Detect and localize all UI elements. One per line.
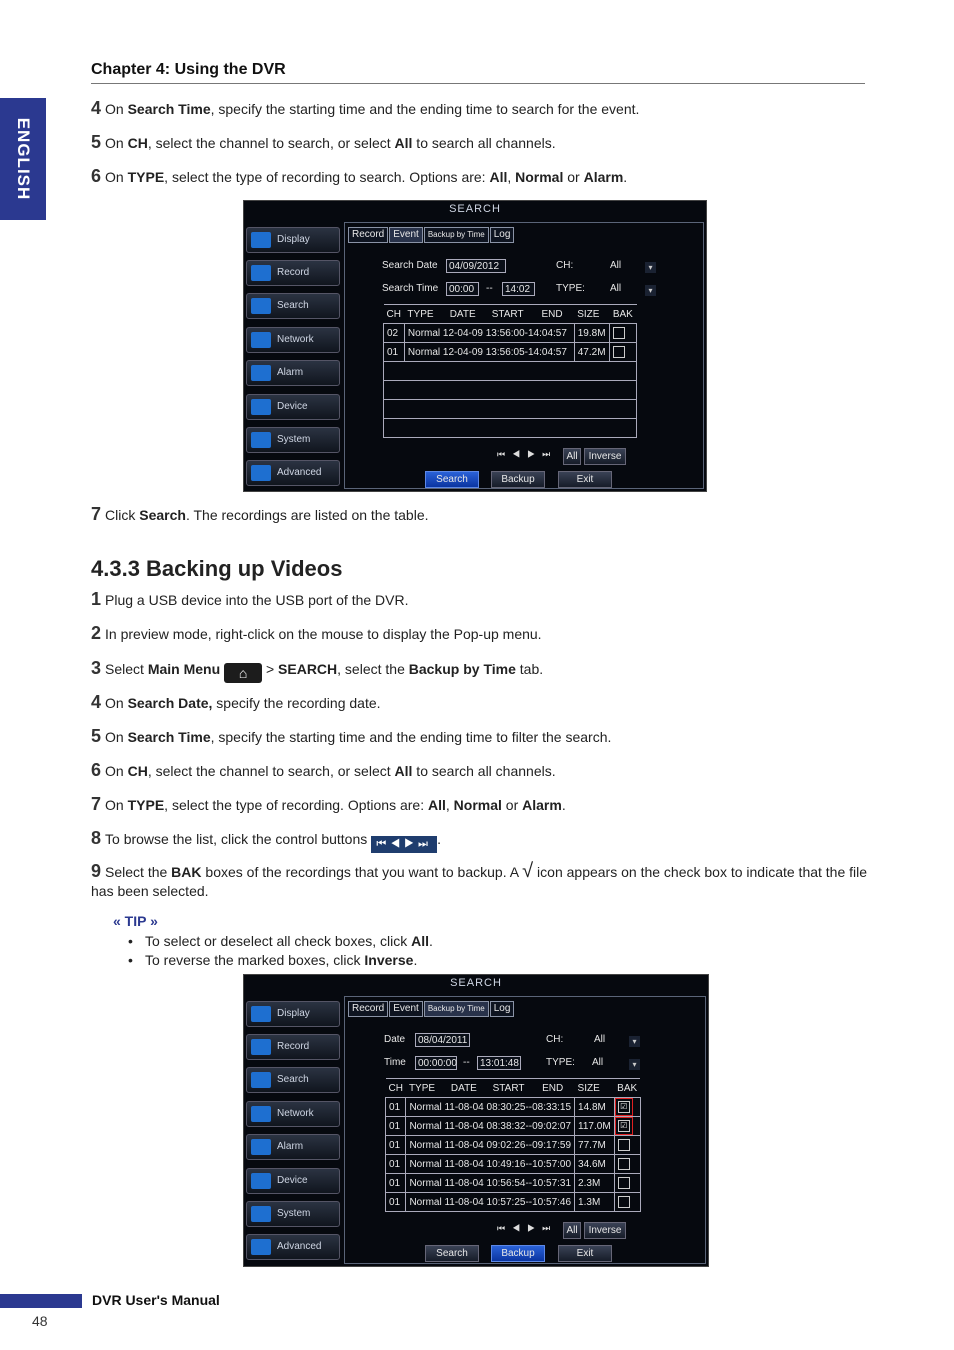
results-table: [385, 1078, 641, 1212]
search-icon: [251, 1072, 271, 1088]
backup-button[interactable]: Backup: [491, 471, 545, 488]
page-number: 48: [32, 1313, 48, 1329]
tab-backup-by-time[interactable]: Backup by Time: [424, 1001, 489, 1017]
network-icon: [251, 332, 271, 348]
step-number: 4: [91, 692, 102, 712]
select-all-button[interactable]: All: [563, 448, 581, 465]
checkmark-icon: √: [522, 860, 534, 882]
dvr-search-screenshot-2: [243, 974, 709, 1267]
exit-button[interactable]: Exit: [558, 471, 612, 488]
table-header: CH TYPE DATE START END SIZE BAK: [386, 1079, 641, 1098]
backup-step-7: 7 On TYPE, select the type of recording. Options are: All, Normal or Alarm.: [91, 794, 566, 814]
type-dropdown-chevron-down-icon[interactable]: ▾: [629, 1059, 640, 1070]
dvr-main-panel: [344, 222, 704, 489]
footer-title: DVR User's Manual: [92, 1292, 220, 1308]
side-menu-search[interactable]: Search: [246, 293, 340, 319]
record-icon: [251, 265, 271, 281]
ch-dropdown-chevron-down-icon[interactable]: ▾: [645, 262, 656, 273]
start-time-field[interactable]: 00:00:00: [415, 1056, 457, 1070]
table-row[interactable]: 01 Normal 11-08-04 09:02:26--09:17:59 77.7M: [386, 1136, 641, 1155]
language-tab-label: ENGLISH: [14, 117, 33, 201]
type-value: All: [592, 1057, 604, 1068]
step-6-type: 6 On TYPE, select the type of recording to search. Options are: All, Normal or Alarm.: [91, 166, 628, 186]
search-date-label: Search Date: [382, 260, 438, 271]
backup-step-8: 8 To browse the list, click the control buttons ⏮◀▶⏭ .: [91, 829, 861, 853]
search-button[interactable]: Search: [425, 1245, 479, 1262]
wrench-icon: [251, 1239, 271, 1255]
playback-controls-icon[interactable]: ⏮◀▶⏭: [497, 449, 558, 459]
dvr-tabs: [348, 227, 515, 243]
playback-controls-icon: ⏮◀▶⏭: [371, 836, 437, 853]
tab-log[interactable]: Log: [490, 227, 515, 243]
table-row[interactable]: 01 Normal 11-08-04 10:56:54--10:57:31 2.3M: [386, 1174, 641, 1193]
step-5-channel: 5 On CH, select the channel to search, or select All to search all channels.: [91, 132, 556, 152]
table-row: [384, 362, 637, 381]
table-row[interactable]: 01 Normal 11-08-04 08:38:32--09:02:07 117.0M ☑: [386, 1117, 641, 1136]
backup-button[interactable]: Backup: [491, 1245, 545, 1262]
side-menu-advanced[interactable]: Advanced: [246, 1234, 340, 1260]
table-row: [384, 381, 637, 400]
backup-step-6: 6 On CH, select the channel to search, or select All to search all channels.: [91, 760, 556, 780]
side-menu-alarm[interactable]: Alarm: [246, 360, 340, 386]
ch-value: All: [594, 1034, 606, 1045]
playback-controls-icon[interactable]: ⏮◀▶⏭: [497, 1223, 558, 1233]
side-menu-network[interactable]: Network: [246, 1101, 340, 1127]
date-label: Date: [384, 1034, 406, 1045]
step-number: 9: [91, 861, 102, 881]
step-number: 3: [91, 658, 102, 678]
side-menu-record[interactable]: Record: [246, 260, 340, 286]
step-4-search-time: 4 On Search Time, specify the starting time and the ending time to search for the event.: [91, 98, 640, 118]
tip-label: « TIP »: [113, 913, 158, 929]
step-7-click-search: 7 Click Search. The recordings are listed on the table.: [91, 504, 429, 524]
side-menu-alarm[interactable]: Alarm: [246, 1134, 340, 1160]
type-value: All: [610, 283, 622, 294]
table-row: [384, 400, 637, 419]
bak-checkbox[interactable]: [618, 1196, 630, 1208]
table-header: CH TYPE DATE START END SIZE BAK: [384, 305, 637, 324]
ch-value: All: [610, 260, 622, 271]
gear-icon: [251, 1206, 271, 1222]
type-dropdown-chevron-down-icon[interactable]: ▾: [645, 285, 656, 296]
select-all-button[interactable]: All: [563, 1222, 581, 1239]
tab-record[interactable]: Record: [348, 1001, 388, 1017]
tab-log[interactable]: Log: [490, 1001, 515, 1017]
inverse-button[interactable]: Inverse: [584, 1222, 626, 1239]
step-number: 2: [91, 623, 102, 643]
dvr-window-title: SEARCH: [449, 203, 501, 215]
table-row[interactable]: 01 Normal 11-08-04 10:57:25--10:57:46 1.3M: [386, 1193, 641, 1212]
step-number: 5: [91, 726, 102, 746]
step-number: 1: [91, 589, 102, 609]
ch-dropdown-chevron-down-icon[interactable]: ▾: [629, 1036, 640, 1047]
step-number: 7: [91, 794, 102, 814]
dvr-side-menu: [245, 223, 342, 489]
tip-item: • To select or deselect all check boxes, click All.: [128, 933, 433, 949]
table-row: [384, 419, 637, 438]
time-label: Time: [384, 1057, 406, 1068]
backup-step-4: 4 On Search Date, specify the recording date.: [91, 692, 381, 712]
time-separator: --: [463, 1057, 470, 1068]
wrench-icon: [251, 465, 271, 481]
backup-step-2: 2 In preview mode, right-click on the mouse to display the Pop-up menu.: [91, 623, 542, 643]
tab-backup-by-time[interactable]: Backup by Time: [424, 227, 489, 243]
display-icon: [251, 232, 271, 248]
home-icon: ⌂: [224, 663, 262, 683]
bak-checkbox[interactable]: [618, 1139, 630, 1151]
dvr-search-screenshot-1: [243, 200, 707, 492]
tab-record[interactable]: Record: [348, 227, 388, 243]
backup-step-9: 9 Select the BAK boxes of the recordings that you want to backup. A √ icon appears on the check box to indicate that the file has been selected.: [91, 860, 868, 899]
side-menu-system[interactable]: System: [246, 427, 340, 453]
exit-button[interactable]: Exit: [558, 1245, 612, 1262]
table-row[interactable]: 01 Normal 11-08-04 10:49:16--10:57:00 34.6M: [386, 1155, 641, 1174]
table-row[interactable]: 01 Normal 12-04-09 13:56:05-14:04:57 47.2M: [384, 343, 637, 362]
side-menu-display[interactable]: Display: [246, 227, 340, 253]
side-menu-device[interactable]: Device: [246, 1168, 340, 1194]
table-row[interactable]: 01 Normal 11-08-04 08:30:25--08:33:15 14.8M ☑: [386, 1098, 641, 1117]
side-menu-search[interactable]: Search: [246, 1067, 340, 1093]
dvr-tabs: [348, 1001, 515, 1017]
alarm-icon: [251, 365, 271, 381]
tab-event[interactable]: Event: [389, 1001, 423, 1017]
section-title: 4.3.3 Backing up Videos: [91, 556, 343, 581]
dvr-window-title: SEARCH: [450, 977, 502, 989]
side-menu-network[interactable]: Network: [246, 327, 340, 353]
search-button[interactable]: Search: [425, 471, 479, 488]
table-row[interactable]: 02 Normal 12-04-09 13:56:00-14:04:57 19.8M: [384, 324, 637, 343]
search-time-label: Search Time: [382, 283, 439, 294]
end-time-field[interactable]: 14:02: [502, 282, 535, 296]
step-number: 8: [91, 828, 102, 848]
inverse-button[interactable]: Inverse: [584, 448, 626, 465]
search-icon: [251, 298, 271, 314]
tip-item: • To reverse the marked boxes, click Inverse.: [128, 952, 418, 968]
gear-icon: [251, 432, 271, 448]
side-menu-display[interactable]: Display: [246, 1001, 340, 1027]
chapter-title: Chapter 4: Using the DVR: [91, 61, 286, 78]
device-icon: [251, 1173, 271, 1189]
alarm-icon: [251, 1139, 271, 1155]
side-menu-device[interactable]: Device: [246, 394, 340, 420]
record-icon: [251, 1039, 271, 1055]
step-number: 6: [91, 166, 102, 186]
backup-step-3: 3 Select Main Menu ⌂ > SEARCH, select the Backup by Time tab.: [91, 658, 544, 681]
search-date-field[interactable]: 08/04/2011: [415, 1033, 470, 1047]
search-date-field[interactable]: 04/09/2012: [446, 259, 506, 273]
side-menu-advanced[interactable]: Advanced: [246, 460, 340, 486]
side-menu-record[interactable]: Record: [246, 1034, 340, 1060]
network-icon: [251, 1106, 271, 1122]
bak-checkbox[interactable]: [618, 1158, 630, 1170]
start-time-field[interactable]: 00:00: [446, 282, 479, 296]
time-separator: --: [486, 283, 493, 294]
dvr-side-menu: [245, 997, 342, 1264]
side-menu-system[interactable]: System: [246, 1201, 340, 1227]
ch-label: CH:: [546, 1034, 564, 1045]
bak-checkbox[interactable]: ☑: [618, 1120, 630, 1132]
backup-step-1: 1 Plug a USB device into the USB port of the DVR.: [91, 589, 409, 609]
display-icon: [251, 1006, 271, 1022]
bak-checkbox[interactable]: [613, 346, 625, 358]
bak-checkbox[interactable]: [613, 327, 625, 339]
step-number: 5: [91, 132, 102, 152]
ch-label: CH:: [556, 260, 574, 271]
tab-event[interactable]: Event: [389, 227, 423, 243]
type-label: TYPE:: [556, 283, 585, 294]
device-icon: [251, 399, 271, 415]
results-table: [383, 304, 637, 438]
bak-checkbox[interactable]: ☑: [618, 1101, 630, 1113]
header-divider: [91, 83, 865, 84]
step-number: 4: [91, 98, 102, 118]
backup-step-5: 5 On Search Time, specify the starting time and the ending time to filter the search.: [91, 726, 612, 746]
footer-bar: [0, 1294, 82, 1308]
bak-checkbox[interactable]: [618, 1177, 630, 1189]
step-number: 7: [91, 504, 102, 524]
language-tab: [0, 98, 46, 220]
step-number: 6: [91, 760, 102, 780]
end-time-field[interactable]: 13:01:48: [477, 1056, 521, 1070]
type-label: TYPE:: [546, 1057, 575, 1068]
dvr-main-panel: [344, 996, 706, 1264]
